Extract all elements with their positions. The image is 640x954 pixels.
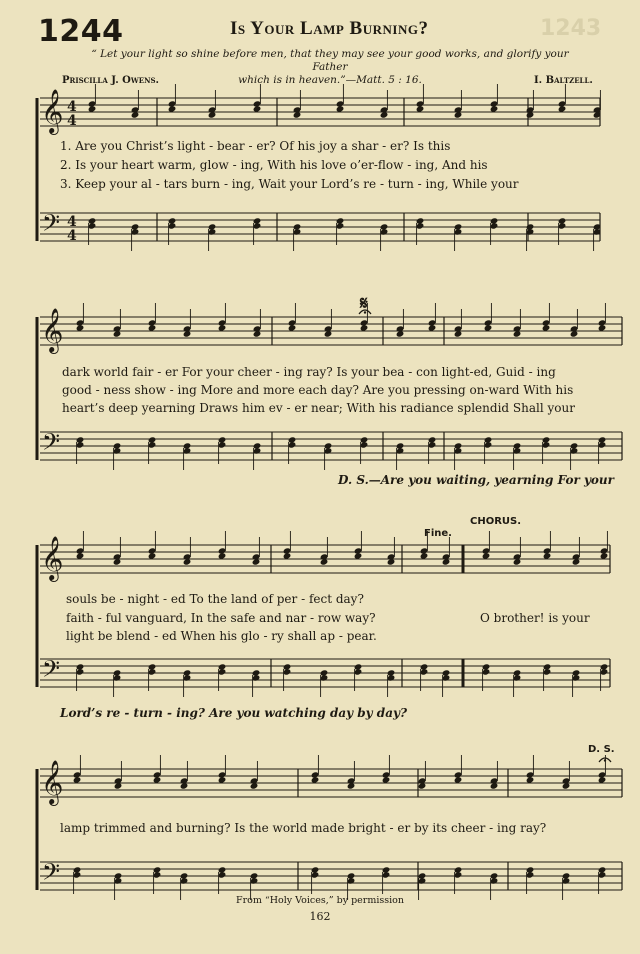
bass-clef: 𝄢 [42,428,61,461]
fine-marking: Fine. [424,528,452,539]
lyric-line: 2. Is your heart warm, glow - ing, With his love o’er-flow - ing, And his [60,158,488,172]
scripture-line-1: “ Let your light so shine before men, that they may see your good works, and glorify your Father [91,48,569,73]
chorus-lyric-start: O brother! is your [480,611,590,625]
bass-clef: 𝄢 [42,655,61,688]
composer-credit: I. Baltzell. [534,75,593,86]
page-number: 162 [309,910,331,923]
lyric-line: faith - ful vanguard, In the safe and nar - row way? [66,611,376,625]
lyric-line: light be blend - ed When his glo - ry shall ap - pear. [66,629,377,643]
treble-clef: 𝄞 [41,89,64,133]
treble-clef: 𝄞 [41,308,64,352]
time-signature: 4 [67,99,77,115]
lyric-line: 1. Are you Christ’s light - bear - er? Of his joy a shar - er? Is this [60,139,451,153]
hymn-number: 1244 [38,14,124,49]
treble-clef: 𝄞 [41,760,64,804]
lyric-line: 3. Keep your al - tars burn - ing, Wait your Lord’s re - turn - ing, While your [60,177,519,191]
time-signature: 4 [67,113,77,129]
time-signature: 4 [67,214,77,230]
ds-direction-text: D. S.—Are you waiting, yearning For your [338,473,614,487]
time-signature: 4 [67,228,77,244]
hymn-title: Is Your Lamp Burning? [230,18,429,39]
treble-clef: 𝄞 [41,536,64,580]
scripture-line-2: which is in heaven.”—Matt. 5 : 16. [238,74,422,86]
lyric-line: heart’s deep yearning Draws him ev - er near; With his radiance splendid Shall your [62,401,575,415]
lyric-line: souls be - night - ed To the land of per - fect day? [66,592,364,606]
lyric-line: good - ness show - ing More and more each day? Are you pressing on-ward With his [62,383,574,397]
ds-direction-text: Lord’s re - turn - ing? Are you watching day by day? [60,706,407,720]
lyric-line: lamp trimmed and burning? Is the world made bright - er by its cheer - ing ray? [60,821,547,835]
lyric-line: dark world fair - er For your cheer - ing ray? Is your bea - con light-ed, Guid - ing [62,365,556,379]
ds-marking: D. S. [588,744,615,755]
bass-clef: 𝄢 [42,209,61,242]
bleed-through-number: 1243 [540,16,602,41]
bass-clef: 𝄢 [42,858,61,891]
chorus-heading: CHORUS. [470,516,522,527]
source-credit: From “Holy Voices,” by permission [235,895,404,906]
segno-sign: 𝄋 [360,293,368,314]
fermata-dot [604,759,606,761]
author-credit: Priscilla J. Owens. [62,75,160,86]
